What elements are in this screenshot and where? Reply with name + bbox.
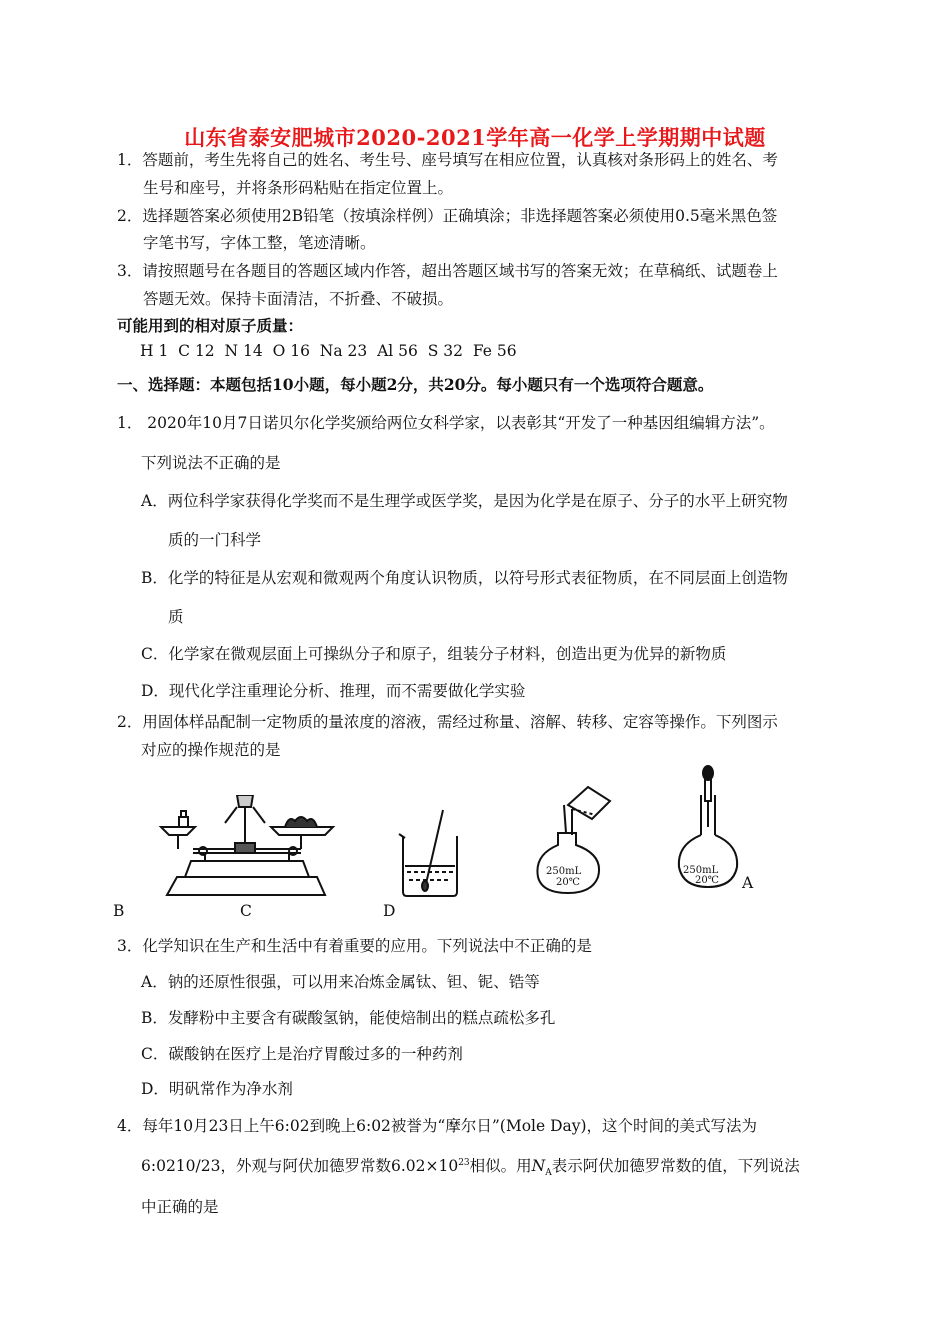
flask-dropper-illustration <box>673 765 743 895</box>
q1-option-b-line-1: B．化学的特征是从宏观和微观两个角度认识物质，以符号形式表征物质，在不同层面上创造物 <box>141 569 788 587</box>
q1-option-b-line-2: 质 <box>168 608 184 626</box>
q1-option-a-line-2: 质的一门科学 <box>168 531 262 549</box>
q3-option-c: C．碳酸钠在医疗上是治疗胃酸过多的一种药剂 <box>141 1045 463 1063</box>
q2-label-d: D <box>383 902 396 920</box>
q4-exponent: 23 <box>458 1157 470 1168</box>
q3-option-a: A．钠的还原性很强，可以用来冶炼金属钛、钽、铌、锆等 <box>141 973 540 991</box>
q3-option-b: B．发酵粉中主要含有碳酸氢钠，能使焙制出的糕点疏松多孔 <box>141 1009 556 1027</box>
flask-1-volume-label: 250mL <box>546 866 582 877</box>
note-2-line-2: 字笔书写，字体工整，笔迹清晰。 <box>143 234 376 252</box>
q2-stem-line-2: 对应的操作规范的是 <box>141 741 281 759</box>
balance-illustration <box>155 795 340 900</box>
q2-label-a: A <box>742 874 754 892</box>
q4-stem-part-a: 6:0210/23，外观与阿伏加德罗常数6.02×10 <box>141 1157 459 1175</box>
flask-1-temp-label: 20℃ <box>556 877 580 888</box>
q4-stem-line-1: 4．每年10月23日上午6:02到晚上6:02被誉为“摩尔日”(Mole Day)，这个时间的美式写法为 <box>117 1117 758 1135</box>
q4-stem-line-3: 中正确的是 <box>141 1198 219 1216</box>
q1-stem-line-1: 1． 2020年10月7日诺贝尔化学奖颁给两位女科学家，以表彰其“开发了一种基因组编辑方法”。 <box>117 414 775 432</box>
q4-stem-line-2 <box>141 1154 800 1178</box>
q4-na-subscript: A <box>545 1168 552 1179</box>
q1-stem-line-2: 下列说法不正确的是 <box>141 454 281 472</box>
flask-2-volume-label: 250mL <box>683 865 719 876</box>
note-1-line-2: 生号和座号，并将条形码粘贴在指定位置上。 <box>143 179 454 197</box>
q3-stem: 3．化学知识在生产和生活中有着重要的应用。下列说法中不正确的是 <box>117 937 592 955</box>
q4-na-symbol: N <box>531 1157 546 1175</box>
note-1-line-1: 1．答题前，考生先将自己的姓名、考生号、座号填写在相应位置，认真核对条形码上的姓名、考 <box>117 151 778 169</box>
note-2-line-1: 2．选择题答案必须使用2B铅笔（按填涂样例）正确填涂；非选择题答案必须使用0.5毫米黑色签 <box>117 207 778 225</box>
q2-label-b: B <box>113 902 125 920</box>
q2-stem-line-1: 2．用固体样品配制一定物质的量浓度的溶液，需经过称量、溶解、转移、定容等操作。下列图示 <box>117 713 778 731</box>
page-title: 山东省泰安肥城市2020-2021学年高一化学上学期期中试题 <box>184 125 766 150</box>
q4-stem-part-b: 相似。用 <box>469 1157 532 1175</box>
q1-option-d: D．现代化学注重理论分析、推理，而不需要做化学实验 <box>141 682 526 700</box>
q3-option-d: D．明矾常作为净水剂 <box>141 1080 293 1098</box>
note-3-line-1: 3．请按照题号在各题目的答题区域内作答，超出答题区域书写的答案无效；在草稿纸、试题卷上 <box>117 262 778 280</box>
q2-label-c: C <box>240 902 252 920</box>
atomic-masses: H 1 C 12 N 14 O 16 Na 23 Al 56 S 32 Fe 56 <box>140 342 517 360</box>
flask-2-temp-label: 20℃ <box>695 875 719 886</box>
q1-option-a-line-1: A．两位科学家获得化学奖而不是生理学或医学奖，是因为化学是在原子、分子的水平上研究物 <box>141 492 788 510</box>
atomic-mass-heading: 可能用到的相对原子质量： <box>117 316 304 335</box>
section-1-heading: 一、选择题：本题包括10小题，每小题2分，共20分。每小题只有一个选项符合题意。 <box>117 375 714 394</box>
note-3-line-2: 答题无效。保持卡面清洁，不折叠、不破损。 <box>143 290 454 308</box>
beaker-illustration <box>395 808 465 898</box>
q1-option-c: C．化学家在微观层面上可操纵分子和原子，组装分子材料，创造出更为优异的新物质 <box>141 645 727 663</box>
q4-stem-part-c: 表示阿伏加德罗常数的值，下列说法 <box>551 1157 800 1175</box>
flask-transfer-illustration <box>530 775 625 897</box>
